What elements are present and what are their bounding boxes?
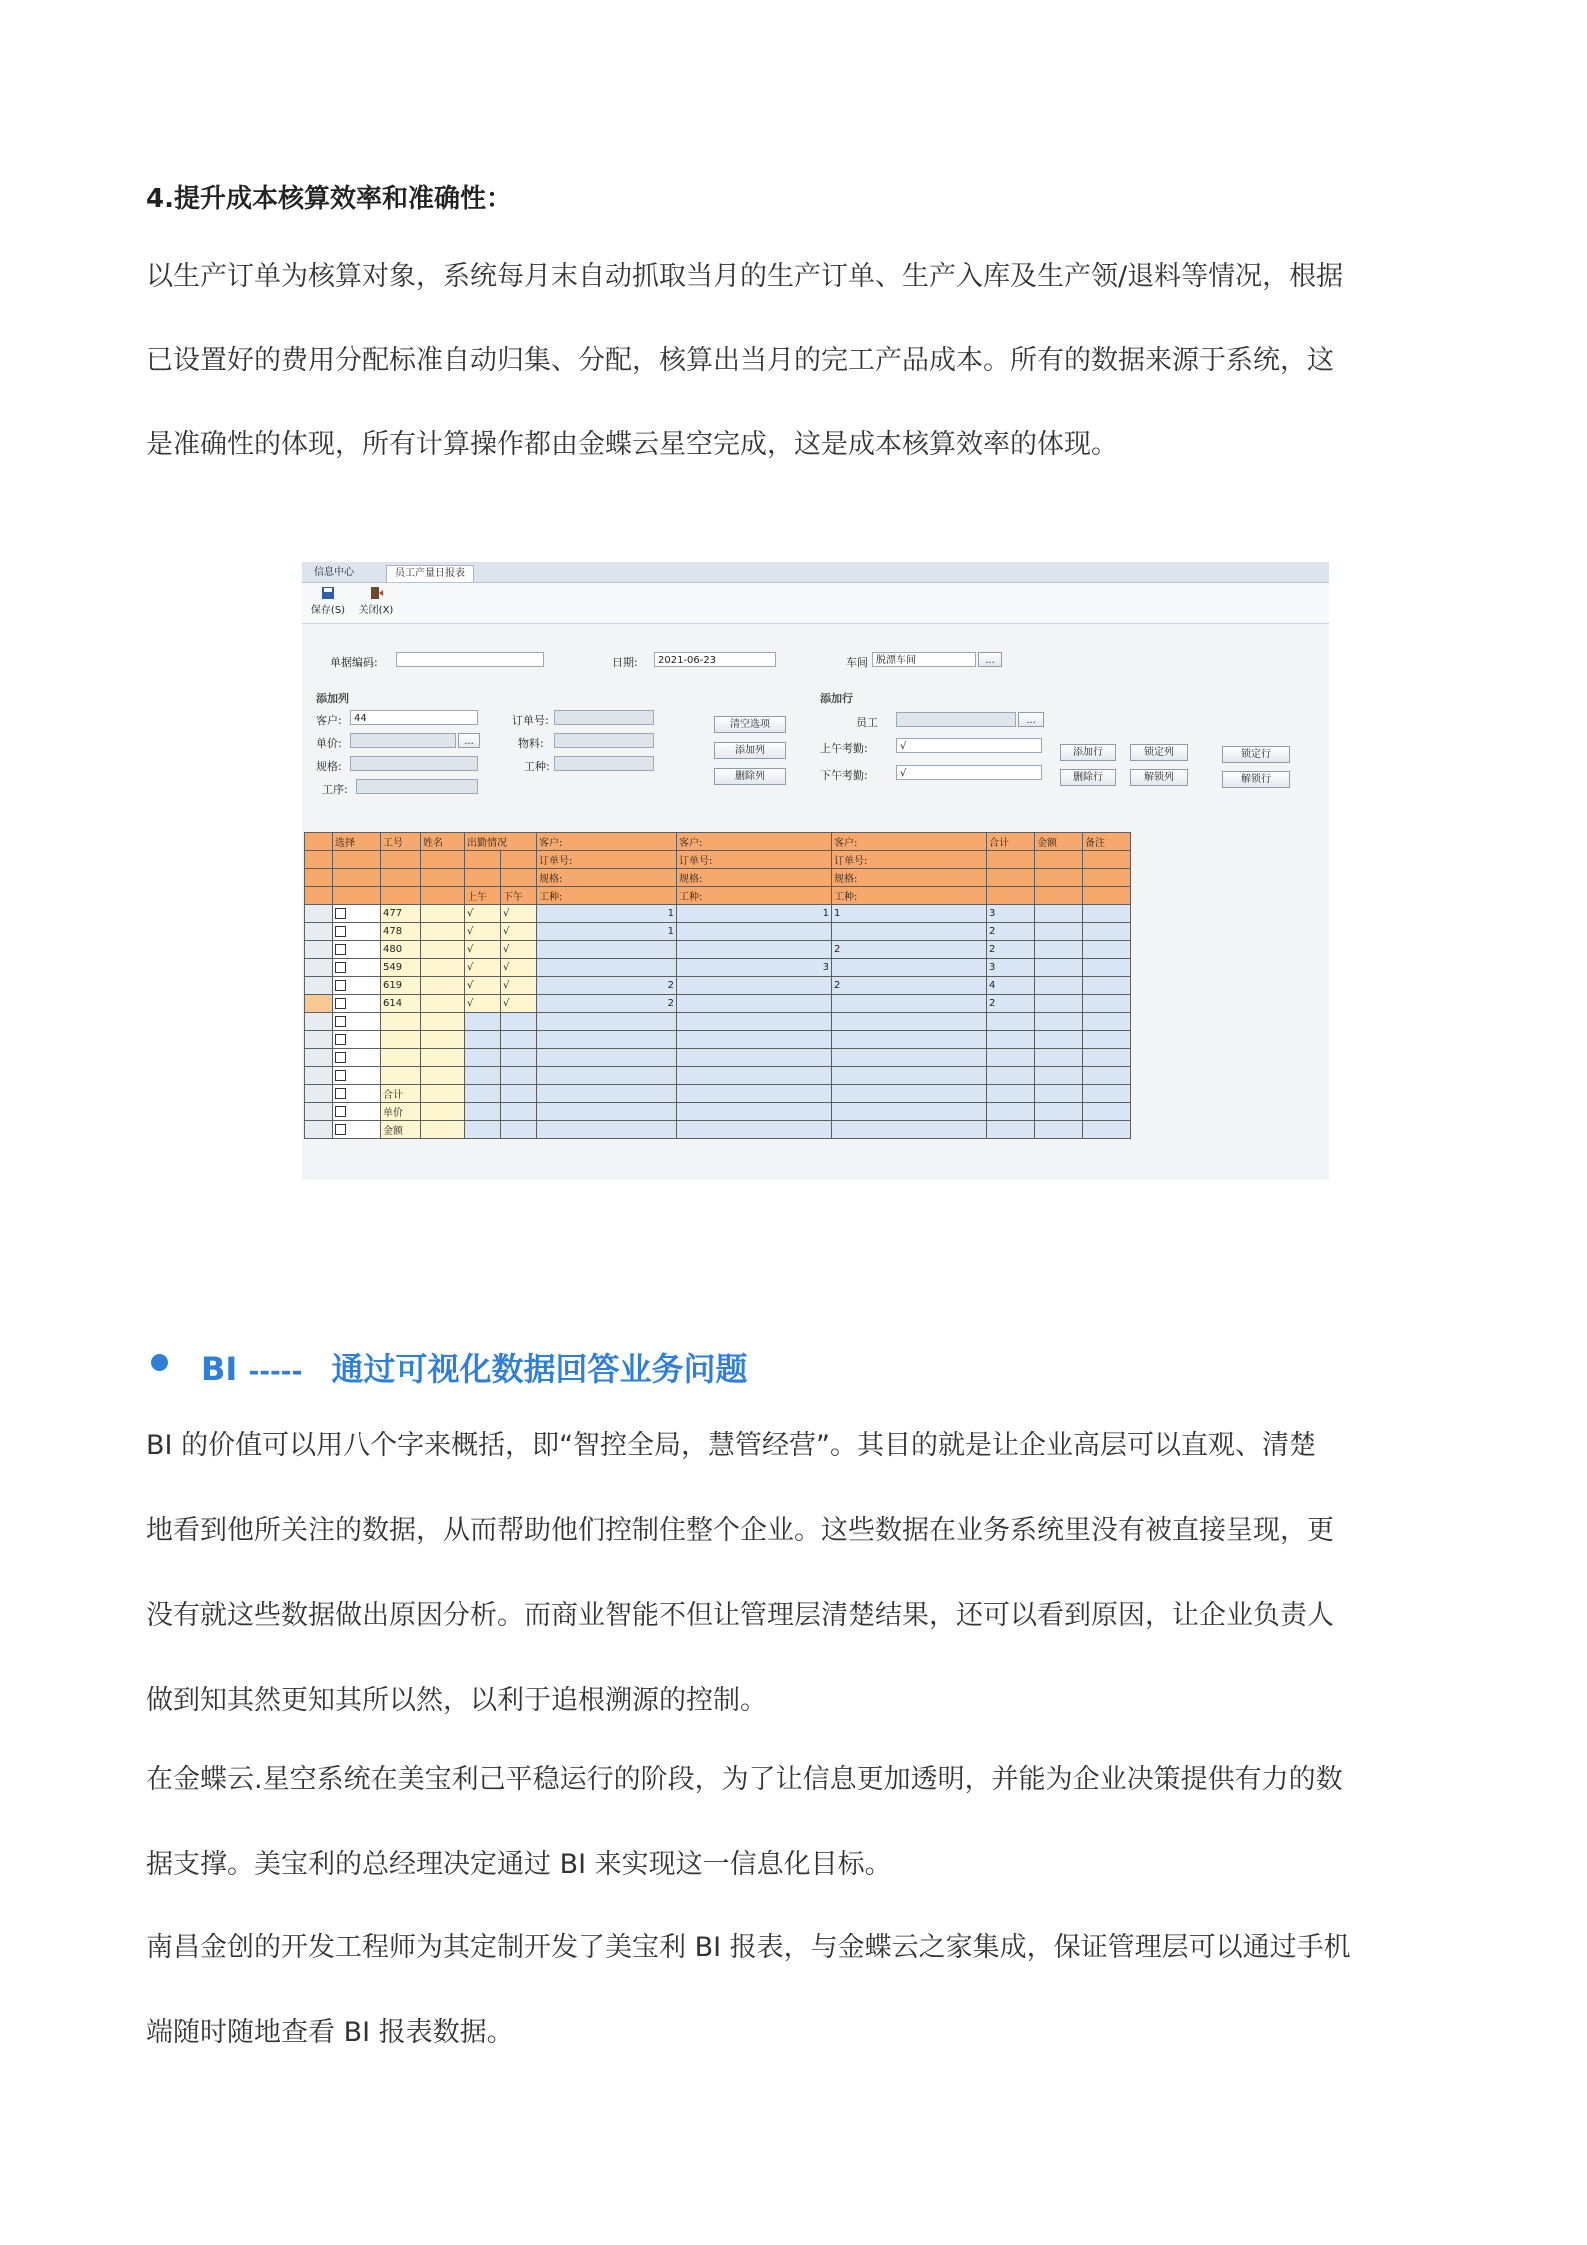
table-row[interactable] (305, 941, 1131, 959)
paragraph-line: 是准确性的体现，所有计算操作都由金蝶云星空完成，这是成本核算效率的体现。 (146, 429, 1118, 460)
cost-paragraph (146, 235, 1446, 487)
total-cell: 4 (987, 977, 1035, 995)
row-checkbox[interactable] (335, 1124, 346, 1135)
paragraph-line: 做到知其然更知其所以然，以利于追根溯源的控制。 (146, 1685, 767, 1716)
date-field[interactable] (654, 652, 776, 667)
qty-cell: 3 (677, 959, 832, 977)
erp-screenshot (302, 562, 1329, 1180)
bi-label: BI (201, 1350, 238, 1388)
employee-label: 员工 (856, 716, 878, 729)
add-column-button[interactable]: 添加列 (714, 742, 786, 759)
toolbar (302, 583, 1329, 624)
pm-cell: √ (501, 959, 537, 977)
date-value: 2021-06-23 (658, 655, 717, 666)
doc-no-field[interactable] (396, 652, 544, 667)
job-no-cell: 477 (381, 905, 421, 923)
price-lookup-button[interactable]: ... (458, 733, 480, 748)
qty-cell (677, 995, 832, 1013)
am-attendance-value: √ (900, 741, 907, 752)
pm-cell: √ (501, 923, 537, 941)
row-checkbox[interactable] (335, 1106, 346, 1117)
row-checkbox[interactable] (335, 1088, 346, 1099)
am-cell: √ (465, 995, 501, 1013)
tab-info-center[interactable]: 信息中心 (314, 567, 354, 578)
col-attendance: 出勤情况 (465, 833, 537, 851)
summary-row (305, 1121, 1131, 1139)
qty-cell: 2 (832, 977, 987, 995)
col-order-2: 订单号: (677, 851, 832, 869)
save-icon (321, 587, 335, 599)
total-cell: 2 (987, 923, 1035, 941)
paragraph-line: BI 的价值可以用八个字来概括，即“智控全局，慧管经营”。其目的就是让企业高层可以直观、清楚 (146, 1430, 1317, 1461)
order-label: 订单号: (512, 714, 549, 727)
job-no-cell: 478 (381, 923, 421, 941)
col-name: 姓名 (421, 833, 465, 851)
bi-paragraph-1 (146, 1403, 1446, 1743)
order-field[interactable] (554, 710, 654, 725)
pm-cell: √ (501, 941, 537, 959)
qty-cell (832, 923, 987, 941)
section-heading: 4.提升成本核算效率和准确性： (146, 184, 512, 214)
tab-daily-report[interactable]: 员工产量日报表 (386, 565, 474, 582)
col-customer-1: 客户: (537, 833, 677, 851)
close-label: 关闭(X) (358, 605, 394, 616)
worktype-field[interactable] (554, 756, 654, 771)
grid-corner (305, 833, 333, 851)
spec-field[interactable] (350, 756, 478, 771)
row-checkbox[interactable] (335, 1034, 346, 1045)
job-no-cell: 619 (381, 977, 421, 995)
add-row-group-title: 添加行 (820, 692, 853, 705)
col-customer-3: 客户: (832, 833, 987, 851)
unlock-row-button[interactable]: 解锁行 (1222, 771, 1290, 788)
qty-cell (677, 923, 832, 941)
table-row[interactable] (305, 959, 1131, 977)
col-am: 上午 (465, 887, 501, 905)
employee-lookup-button[interactable]: ... (1018, 712, 1044, 727)
col-spec-3: 规格: (832, 869, 987, 887)
summary-row (305, 1103, 1131, 1121)
col-remark: 备注 (1083, 833, 1131, 851)
table-row[interactable] (305, 1013, 1131, 1031)
save-label: 保存(S) (310, 605, 346, 616)
paragraph-line: 据支撑。美宝利的总经理决定通过 BI 来实现这一信息化目标。 (146, 1849, 892, 1880)
workshop-field[interactable] (872, 652, 976, 667)
table-row[interactable] (305, 977, 1131, 995)
summary-row (305, 1085, 1131, 1103)
am-cell: √ (465, 905, 501, 923)
table-row[interactable] (305, 1031, 1131, 1049)
customer-field[interactable] (350, 710, 478, 725)
total-cell: 2 (987, 995, 1035, 1013)
pm-cell: √ (501, 995, 537, 1013)
paragraph-line: 地看到他所关注的数据，从而帮助他们控制住整个企业。这些数据在业务系统里没有被直接呈现，更 (146, 1515, 1334, 1546)
am-attendance-label: 上午考勤: (820, 742, 868, 755)
lock-row-button[interactable]: 锁定行 (1222, 746, 1290, 763)
row-checkbox[interactable] (335, 908, 346, 919)
bi-dash: ----- (248, 1357, 303, 1387)
report-grid (304, 832, 1131, 1139)
row-checkbox[interactable] (335, 944, 346, 955)
price-label: 单价: (316, 737, 342, 750)
table-row[interactable] (305, 1049, 1131, 1067)
save-button[interactable] (306, 587, 350, 616)
summary-label: 单价 (381, 1103, 421, 1121)
workshop-lookup-button[interactable]: ... (978, 652, 1002, 667)
qty-cell: 1 (537, 923, 677, 941)
qty-cell: 2 (537, 977, 677, 995)
unlock-column-button[interactable]: 解锁列 (1130, 769, 1188, 786)
table-row[interactable] (305, 923, 1131, 941)
job-no-cell: 549 (381, 959, 421, 977)
customer-label: 客户: (316, 714, 342, 727)
summary-label: 合计 (381, 1085, 421, 1103)
paragraph-line: 端随时随地查看 BI 报表数据。 (146, 2017, 514, 2048)
row-checkbox[interactable] (335, 962, 346, 973)
lock-column-button[interactable]: 锁定列 (1130, 744, 1188, 761)
clear-options-button[interactable]: 清空选项 (714, 716, 786, 733)
qty-cell: 1 (537, 905, 677, 923)
paragraph-line: 没有就这些数据做出原因分析。而商业智能不但让管理层清楚结果，还可以看到原因，让企业负责人 (146, 1600, 1334, 1631)
col-job-no: 工号 (381, 833, 421, 851)
date-label: 日期: (612, 656, 638, 669)
am-attendance-select[interactable] (896, 738, 1042, 753)
summary-label: 金额 (381, 1121, 421, 1139)
add-row-button[interactable]: 添加行 (1060, 744, 1116, 761)
row-checkbox[interactable] (335, 1052, 346, 1063)
total-cell: 3 (987, 959, 1035, 977)
spec-label: 规格: (316, 760, 342, 773)
row-checkbox[interactable] (335, 1070, 346, 1081)
row-checkbox[interactable] (335, 998, 346, 1009)
col-select: 选择 (333, 833, 381, 851)
qty-cell (677, 977, 832, 995)
qty-cell (537, 941, 677, 959)
bi-title: 通过可视化数据回答业务问题 (331, 1350, 748, 1388)
am-cell: √ (465, 941, 501, 959)
bullet-icon (151, 1354, 168, 1371)
col-spec-1: 规格: (537, 869, 677, 887)
am-cell: √ (465, 977, 501, 995)
col-spec-2: 规格: (677, 869, 832, 887)
doc-no-label: 单据编码: (330, 656, 378, 669)
col-total: 合计 (987, 833, 1035, 851)
workshop-label: 车间 (846, 656, 868, 669)
add-col-group-title: 添加列 (316, 692, 349, 705)
table-row[interactable] (305, 905, 1131, 923)
qty-cell: 2 (537, 995, 677, 1013)
total-cell: 2 (987, 941, 1035, 959)
col-amount: 金额 (1035, 833, 1083, 851)
process-label: 工序: (322, 783, 348, 796)
am-cell: √ (465, 959, 501, 977)
qty-cell: 1 (677, 905, 832, 923)
pm-attendance-value: √ (900, 768, 907, 779)
paragraph-line: 以生产订单为核算对象，系统每月末自动抓取当月的生产订单、生产入库及生产领/退料等情况，根据 (146, 261, 1344, 292)
row-checkbox[interactable] (335, 980, 346, 991)
table-row[interactable] (305, 995, 1131, 1013)
qty-cell (537, 959, 677, 977)
material-label: 物料: (518, 737, 544, 750)
col-order-3: 订单号: (832, 851, 987, 869)
row-checkbox[interactable] (335, 926, 346, 937)
pm-cell: √ (501, 905, 537, 923)
worktype-label: 工种: (524, 760, 550, 773)
bi-paragraph-2 (146, 1737, 1446, 1907)
job-no-cell: 614 (381, 995, 421, 1013)
qty-cell (832, 959, 987, 977)
col-customer-2: 客户: (677, 833, 832, 851)
material-field[interactable] (554, 733, 654, 748)
close-icon (369, 587, 383, 599)
price-field[interactable] (350, 733, 456, 748)
pm-attendance-select[interactable] (896, 765, 1042, 780)
row-checkbox[interactable] (335, 1016, 346, 1027)
total-cell: 3 (987, 905, 1035, 923)
col-worktype-3: 工种: (832, 887, 987, 905)
qty-cell (832, 995, 987, 1013)
process-field[interactable] (356, 779, 478, 794)
paragraph-line: 在金蝶云.星空系统在美宝利己平稳运行的阶段，为了让信息更加透明，并能为企业决策提供有力的数 (146, 1764, 1343, 1795)
workshop-value: 脱漂车间 (876, 655, 916, 666)
qty-cell: 1 (832, 905, 987, 923)
bi-paragraph-3 (146, 1905, 1446, 2075)
delete-column-button[interactable]: 删除列 (714, 768, 786, 785)
bi-heading (201, 1344, 748, 1390)
col-order-1: 订单号: (537, 851, 677, 869)
customer-value: 44 (354, 713, 367, 724)
table-row[interactable] (305, 1067, 1131, 1085)
paragraph-line: 南昌金创的开发工程师为其定制开发了美宝利 BI 报表，与金蝶云之家集成，保证管理层可以通过手机 (146, 1932, 1351, 1963)
am-cell: √ (465, 923, 501, 941)
col-worktype-1: 工种: (537, 887, 677, 905)
qty-cell: 2 (832, 941, 987, 959)
qty-cell (677, 941, 832, 959)
col-worktype-2: 工种: (677, 887, 832, 905)
pm-attendance-label: 下午考勤: (820, 769, 868, 782)
delete-row-button[interactable]: 删除行 (1060, 769, 1116, 786)
col-pm: 下午 (501, 887, 537, 905)
tab-bar (302, 562, 1329, 583)
pm-cell: √ (501, 977, 537, 995)
close-button[interactable] (354, 587, 398, 616)
employee-field[interactable] (896, 712, 1016, 727)
job-no-cell: 480 (381, 941, 421, 959)
paragraph-line: 已设置好的费用分配标准自动归集、分配，核算出当月的完工产品成本。所有的数据来源于系统，这 (146, 345, 1334, 376)
